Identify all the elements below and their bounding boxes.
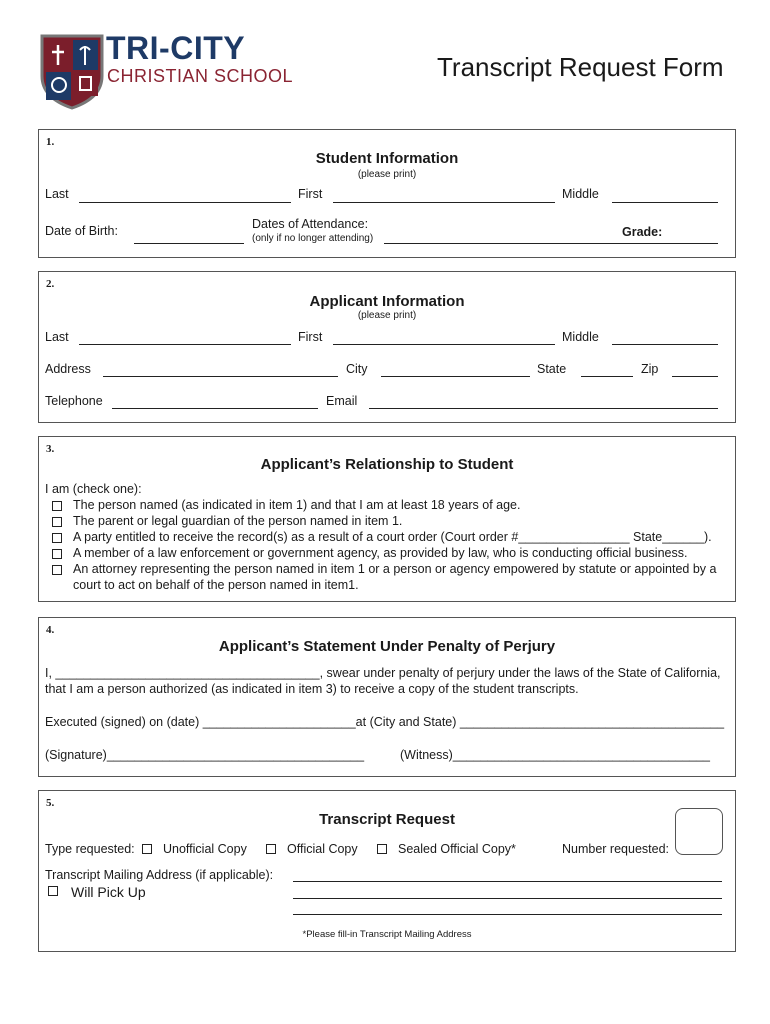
official-checkbox[interactable] (266, 844, 276, 854)
applicant-last-label: Last (45, 330, 69, 344)
option-text-continued: court to act on behalf of the person named in item1. (73, 578, 359, 592)
section-relationship (38, 436, 736, 602)
mailing-address-line-1[interactable] (293, 881, 722, 882)
number-requested-input[interactable] (675, 808, 723, 855)
section-heading: Transcript Request (319, 811, 455, 828)
mailing-address-label: Transcript Mailing Address (if applicable): (45, 868, 274, 882)
section-note: (please print) (357, 169, 417, 180)
address-field[interactable] (103, 376, 338, 377)
section-number: 3. (46, 443, 55, 455)
section-number: 4. (46, 624, 55, 636)
section-student-information (38, 129, 736, 258)
section-heading: Student Information (315, 150, 459, 167)
section-applicant-information (38, 271, 736, 423)
state-label: State (537, 362, 567, 376)
first-name-label: First (298, 187, 323, 201)
email-label: Email (326, 394, 358, 408)
shield-icon (40, 32, 104, 110)
mailing-address-line-3[interactable] (293, 914, 722, 915)
applicant-first-label: First (298, 330, 323, 344)
statement-line-1: I, ______________________________________, swear under penalty of perjury under the laws of the State of California, (45, 666, 721, 680)
applicant-middle-field[interactable] (612, 344, 718, 345)
type-requested-label: Type requested: (45, 842, 135, 856)
city-label: City (346, 362, 368, 376)
dates-attendance-field[interactable] (384, 243, 718, 244)
official-label: Official Copy (287, 842, 358, 856)
telephone-field[interactable] (112, 408, 318, 409)
last-name-label: Last (45, 187, 69, 201)
section-transcript-request (38, 790, 736, 952)
witness-line[interactable]: (Witness)_____________________________________ (400, 748, 710, 762)
applicant-first-field[interactable] (333, 344, 555, 345)
section-number: 5. (46, 797, 55, 809)
dob-label: Date of Birth: (45, 224, 118, 238)
grade-label: Grade: (622, 225, 663, 239)
option-text: A member of a law enforcement or government agency, as provided by law, who is conducting official business. (73, 546, 688, 560)
section-heading: Applicant Information (309, 293, 465, 310)
section-number: 1. (46, 136, 55, 148)
form-title: Transcript Request Form (437, 52, 724, 82)
executed-line[interactable]: Executed (signed) on (date) ______________________at (City and State) ______________________________________ (45, 715, 725, 729)
section-heading: Applicant’s Relationship to Student (260, 456, 514, 473)
option-checkbox[interactable] (52, 549, 62, 559)
section-note: (please print) (357, 310, 417, 321)
relationship-intro: I am (check one): (45, 482, 142, 496)
option-checkbox[interactable] (52, 517, 62, 527)
dates-attendance-label: Dates of Attendance: (252, 217, 369, 231)
unofficial-checkbox[interactable] (142, 844, 152, 854)
number-requested-label: Number requested: (562, 842, 670, 856)
applicant-middle-label: Middle (562, 330, 599, 344)
zip-field[interactable] (672, 376, 718, 377)
option-text: A party entitled to receive the record(s) as a result of a court order (Court order #________________ State______). (73, 530, 712, 544)
address-label: Address (45, 362, 91, 376)
dates-attendance-note: (only if no longer attending) (252, 233, 374, 244)
logo-subtitle: CHRISTIAN SCHOOL (107, 66, 294, 86)
pickup-checkbox[interactable] (48, 886, 58, 896)
first-name-field[interactable] (333, 202, 555, 203)
signature-line[interactable]: (Signature)_____________________________________ (45, 748, 365, 762)
mailing-footnote: *Please fill-in Transcript Mailing Address (302, 929, 472, 940)
last-name-field[interactable] (79, 202, 291, 203)
state-field[interactable] (581, 376, 633, 377)
middle-name-label: Middle (562, 187, 599, 201)
applicant-last-field[interactable] (79, 344, 291, 345)
mailing-address-line-2[interactable] (293, 898, 722, 899)
option-checkbox[interactable] (52, 565, 62, 575)
zip-label: Zip (641, 362, 659, 376)
section-heading: Applicant’s Statement Under Penalty of Perjury (218, 638, 556, 655)
section-number: 2. (46, 278, 55, 290)
pickup-label: Will Pick Up (71, 884, 146, 900)
option-checkbox[interactable] (52, 533, 62, 543)
middle-name-field[interactable] (612, 202, 718, 203)
email-field[interactable] (369, 408, 718, 409)
sealed-checkbox[interactable] (377, 844, 387, 854)
statement-line-2: that I am a person authorized (as indicated in item 3) to receive a copy of the student transcripts. (45, 682, 579, 696)
section-perjury-statement (38, 617, 736, 777)
unofficial-label: Unofficial Copy (163, 842, 247, 856)
option-text: The person named (as indicated in item 1) and that I am at least 18 years of age. (73, 498, 521, 512)
telephone-label: Telephone (45, 394, 103, 408)
option-text: The parent or legal guardian of the person named in item 1. (73, 514, 403, 528)
dob-field[interactable] (134, 243, 244, 244)
option-checkbox[interactable] (52, 501, 62, 511)
option-text: An attorney representing the person named in item 1 or a person or agency empowered by statute or appointed by a (73, 562, 717, 576)
logo-title: TRI-CITY (106, 30, 246, 66)
city-field[interactable] (381, 376, 530, 377)
sealed-label: Sealed Official Copy* (398, 842, 516, 856)
